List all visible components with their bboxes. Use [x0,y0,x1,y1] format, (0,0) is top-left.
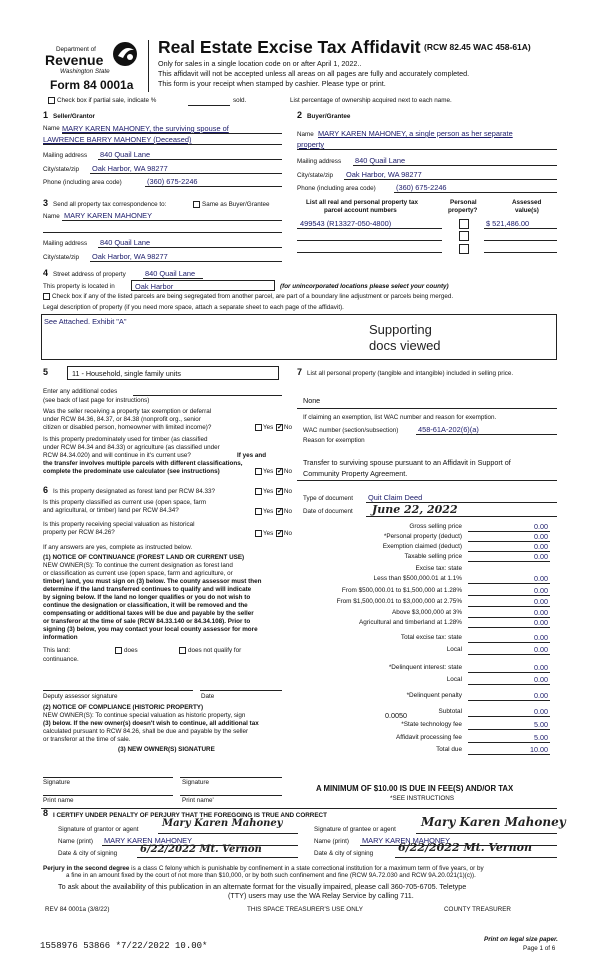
land-does-checkbox[interactable] [115,647,122,654]
tax-row-label: Taxable selling price [404,553,462,560]
buyer-mailing-label: Mailing address [297,158,342,165]
tax-row-label: Gross selling price [409,523,462,530]
assessed-col-heading-2: value(s) [515,207,539,214]
buyer-name-1[interactable]: MARY KAREN MAHONEY, a single person as her separate [318,129,513,138]
additional-codes-note: (see back of last page for instructions) [43,397,150,404]
receipt-stamp: 1558976 53866 *7/22/2022 10.00* [40,941,208,951]
doc-date[interactable]: June 22, 2022 [372,503,458,516]
current-use-yes-checkbox[interactable] [255,508,262,515]
perjury-text-2: a fine in an amount fixed by the court of not more than $10,000, or by both such confinement and fine (RCW 9A.72.030 and RCW 9A.20.021(1)(c)). [66,872,476,879]
forest-yes-checkbox[interactable] [255,488,262,495]
state-label: Washington State [60,68,110,75]
grantee-signature[interactable]: Mary Karen Mahoney [421,815,566,829]
segregated-label: Check box if any of the listed parcels are being segregated from another parcel, are part of a boundary line adjustment or parcels being merged. [52,293,454,300]
q1-yes-checkbox[interactable] [255,424,262,431]
grantor-signature[interactable]: Mary Karen Mahoney [162,818,283,829]
accessibility-text-2: (TTY) users may use the WA Relay Service by calling 711. [228,891,414,900]
tax-row-value[interactable]: 0.00 [534,618,548,627]
certify-heading: I CERTIFY UNDER PENALTY OF PERJURY THAT THE FOREGOING IS TRUE AND CORRECT [53,812,327,819]
seller-name-2[interactable]: LAWRENCE BARRY MAHONEY (Deceased) [43,135,192,144]
sold-label: sold. [233,97,247,104]
legal-desc-label: Legal description of property (if you need more space, attach a separate sheet to each page of the affidavit). [43,304,344,311]
corr-city[interactable]: Oak Harbor, WA 98277 [92,252,168,261]
see-instructions: *SEE INSTRUCTIONS [390,795,455,802]
wac-label: WAC number (section/subsection) [303,427,399,434]
street-address[interactable]: 840 Quail Lane [145,269,196,278]
personal-col-heading: Personal [450,199,477,206]
reason-label: Reason for exemption [303,437,365,444]
tax-row-label: From $500,000.01 to $1,500,000 at 1.28% [341,587,462,594]
grantee-date-city[interactable]: 6/22/2022 Mt. Vernon [398,841,533,854]
tax-row-value[interactable]: 0.00 [534,675,548,684]
land-use-code-select[interactable]: 11 - Household, single family units [67,366,279,380]
corr-name-label: Name [43,213,60,220]
tax-row-value[interactable]: 0.00 [534,645,548,654]
grantee-name[interactable]: MARY KAREN MAHONEY [362,836,451,845]
tax-row-label: Local [446,676,462,683]
personal-property-checkbox-2[interactable] [459,231,469,241]
personal-property-heading: List all personal property (tangible and intangible) included in selling price. [307,370,514,377]
grantor-date-city[interactable]: 6/22/2022 Mt. Vernon [140,844,262,855]
seller-phone-label: Phone (including area code) [43,179,122,186]
current-use-no-checkbox[interactable]: ✓ [277,508,283,515]
segregated-checkbox[interactable] [43,293,50,300]
perjury-bold: Perjury in the second degree [43,865,130,872]
personal-col-heading-2: property? [448,207,478,214]
ownership-note: List percentage of ownership acquired next to each name. [290,97,452,104]
buyer-name-2[interactable]: property [297,140,325,149]
grantee-signature-label: Signature of grantee or agent [314,826,396,833]
tax-row-label: Total due [436,746,462,753]
tax-row-label: *Personal property (deduct) [383,533,462,540]
legal-desc-value[interactable]: See Attached. Exhibit "A" [44,317,127,326]
tax-row-value[interactable]: 10.00 [530,745,548,754]
page-number: Page 1 of 6 [523,945,556,952]
revision-label: REV 84 0001a (3/8/22) [45,906,110,913]
tax-row-label: Affidavit processing fee [396,734,462,741]
doc-type-label: Type of document [303,495,354,502]
seller-heading: Seller/Grantor [53,113,95,120]
tax-row-value[interactable]: 5.00 [534,720,548,729]
new-owner-signature-label-2: Signature [182,779,209,786]
tax-row-value[interactable]: 0.00 [534,552,548,561]
tax-row-value[interactable]: 0.00 [534,542,548,551]
corr-city-label: City/state/zip [43,254,80,261]
tax-row-value[interactable]: 0.00 [534,707,548,716]
parcel-number[interactable]: 499543 (R13327-050-4800) [300,219,392,228]
historic-yes-checkbox[interactable] [255,530,262,537]
located-note: (for unincorporated locations please select your county) [280,283,449,290]
tax-row-value[interactable]: 0.00 [534,597,548,606]
q2-yes-checkbox[interactable] [255,468,262,475]
grantor-signature-label: Signature of grantor or agent [58,826,139,833]
personal-property-checkbox-3[interactable] [459,244,469,254]
tax-row-label: Local [446,646,462,653]
accessibility-text-1: To ask about the availability of this publication in an alternate format for the visually impaired, please call 360-705-6705. Teletype [58,882,467,891]
county-treasurer-label: COUNTY TREASURER [444,906,511,913]
dept-label: Department of [56,46,96,53]
seller-phone[interactable]: (360) 675-2246 [147,177,198,186]
grantor-name-label: Name (print) [58,838,93,845]
assessed-value[interactable]: $ 521,486.00 [486,219,530,228]
wa-logo-icon [110,40,140,68]
buyer-mailing[interactable]: 840 Quail Lane [355,156,406,165]
stamp-line-2: docs viewed [369,338,441,353]
buyer-phone-label: Phone (including area code) [297,185,376,192]
seller-mailing-label: Mailing address [43,152,88,159]
grantee-date-label: Date & city of signing [314,850,374,857]
note-3: This form is your receipt when stamped by cashier. Please type or print. [158,79,386,88]
exemption-heading: If claiming an exemption, list WAC number and reason for exemption. [303,414,497,421]
revenue-logo-text: Revenue [45,52,104,68]
parcel-col-heading: List all real and personal property tax [306,199,418,206]
tax-row-label: Less than $500,000.01 at 1.1% [373,575,462,582]
corr-name[interactable]: MARY KAREN MAHONEY [64,211,153,220]
assessed-col-heading: Assessed [512,199,542,206]
located-label: This property is located in [43,283,115,290]
treasurer-use-label: THIS SPACE TREASURER'S USE ONLY [247,906,363,913]
partial-sale-checkbox[interactable] [48,97,55,104]
buyer-phone[interactable]: (360) 675-2246 [396,183,447,192]
tax-row-label: *Delinquent penalty [406,692,462,699]
buyer-city[interactable]: Oak Harbor, WA 98277 [346,170,422,179]
tax-row-label: *State technology fee [401,721,462,728]
correspondence-heading: Send all property tax correspondence to: [53,201,167,208]
note-1: Only for sales in a single location code on or after April 1, 2022.. [158,59,362,68]
tax-row-label: *Delinquent interest: state [388,664,462,671]
tax-row-label: Subtotal [438,708,462,715]
q1-no-checkbox[interactable]: ✓ [277,424,283,431]
historic-no-checkbox[interactable]: ✓ [277,530,283,537]
tax-row-value[interactable]: 0.00 [534,586,548,595]
seller-mailing[interactable]: 840 Quail Lane [100,150,151,159]
buyer-name-label: Name [297,131,314,138]
new-owner-signature-label: Signature [43,779,70,786]
doc-type[interactable]: Quit Claim Deed [368,493,423,502]
land-does-not-checkbox[interactable] [179,647,186,654]
q2-no-checkbox[interactable]: ✓ [277,468,283,475]
same-as-buyer-label: Same as Buyer/Grantee [202,201,270,208]
personal-property-checkbox-1[interactable] [459,219,469,229]
new-owner-print-label-2: Print name' [182,797,214,804]
tax-row-label: Agricultural and timberland at 1.28% [358,619,462,626]
tax-row-value[interactable]: 0.00 [534,608,548,617]
tax-row-label: Excise tax: state [415,565,462,572]
form-number: Form 84 0001a [50,78,134,92]
tax-row-label: From $1,500,000.01 to $3,000,000 at 2.75% [336,598,462,605]
forest-no-checkbox[interactable]: ✓ [277,488,283,495]
additional-codes-label: Enter any additional codes [43,388,118,395]
grantor-date-label: Date & city of signing [58,850,118,857]
reason-line-1[interactable]: Transfer to surviving spouse pursuant to an Affidavit in Support of [303,458,511,467]
partial-sale-label: Check box if partial sale, indicate % [57,97,157,104]
corr-mailing-label: Mailing address [43,240,88,247]
location-select[interactable]: Oak Harbor [131,280,275,291]
tax-row-label: Total excise tax: state [400,634,462,641]
grantor-name[interactable]: MARY KAREN MAHONEY [104,836,193,845]
tax-row-value[interactable]: 0.00 [534,532,548,541]
tax-row-value[interactable]: 0.00 [534,574,548,583]
seller-name-1[interactable]: MARY KAREN MAHONEY, the surviving spouse of [62,124,229,133]
grantee-name-label: Name (print) [314,838,349,845]
tax-row-value[interactable]: 5.00 [534,733,548,742]
buyer-city-label: City/state/zip [297,172,334,179]
seller-city-label: City/state/zip [43,166,80,173]
wac-number[interactable]: 458-61A-202(6)(a) [418,425,479,434]
rcw-label: (RCW 82.45 WAC 458-61A) [424,42,531,52]
perjury-text-1: is a class C felony which is punishable by confinement in a state correctional institution for a maximum term of five years, or by [129,865,484,872]
tax-row-value[interactable]: 0.00 [534,633,548,642]
personal-property-none[interactable]: None [303,396,321,405]
note-2: This affidavit will not be accepted unless all areas on all pages are fully and accurately completed. [158,69,470,78]
same-as-buyer-checkbox[interactable] [193,201,200,208]
stamp-line-1: Supporting [369,322,432,337]
seller-city[interactable]: Oak Harbor, WA 98277 [92,164,168,173]
legal-paper-note: Print on legal size paper. [484,936,558,943]
tax-row-label: Above $3,000,000 at 3% [392,609,462,616]
deputy-signature-label: Deputy assessor signature [43,693,118,700]
doc-date-label: Date of document [303,508,353,515]
parcel-col-heading-2: parcel account numbers [324,207,397,214]
minimum-due-note: A MINIMUM OF $10.00 IS DUE IN FEE(S) AND/OR TAX [316,784,514,793]
local-rate: 0.0050 [385,711,407,720]
corr-mailing[interactable]: 840 Quail Lane [100,238,151,247]
tax-row-label: Exemption claimed (deduct) [382,543,462,550]
tax-row-value[interactable]: 0.00 [534,522,548,531]
deputy-date-label: Date [201,693,215,700]
reason-line-2[interactable]: Community Property Agreement. [303,469,408,478]
buyer-heading: Buyer/Grantee [307,113,351,120]
tax-row-value[interactable]: 0.00 [534,663,548,672]
tax-row-value[interactable]: 0.00 [534,691,548,700]
street-label: Street address of property [53,271,126,278]
new-owner-print-label: Print name [43,797,74,804]
page-title: Real Estate Excise Tax Affidavit [158,37,421,57]
seller-name-label: Name [43,125,60,132]
